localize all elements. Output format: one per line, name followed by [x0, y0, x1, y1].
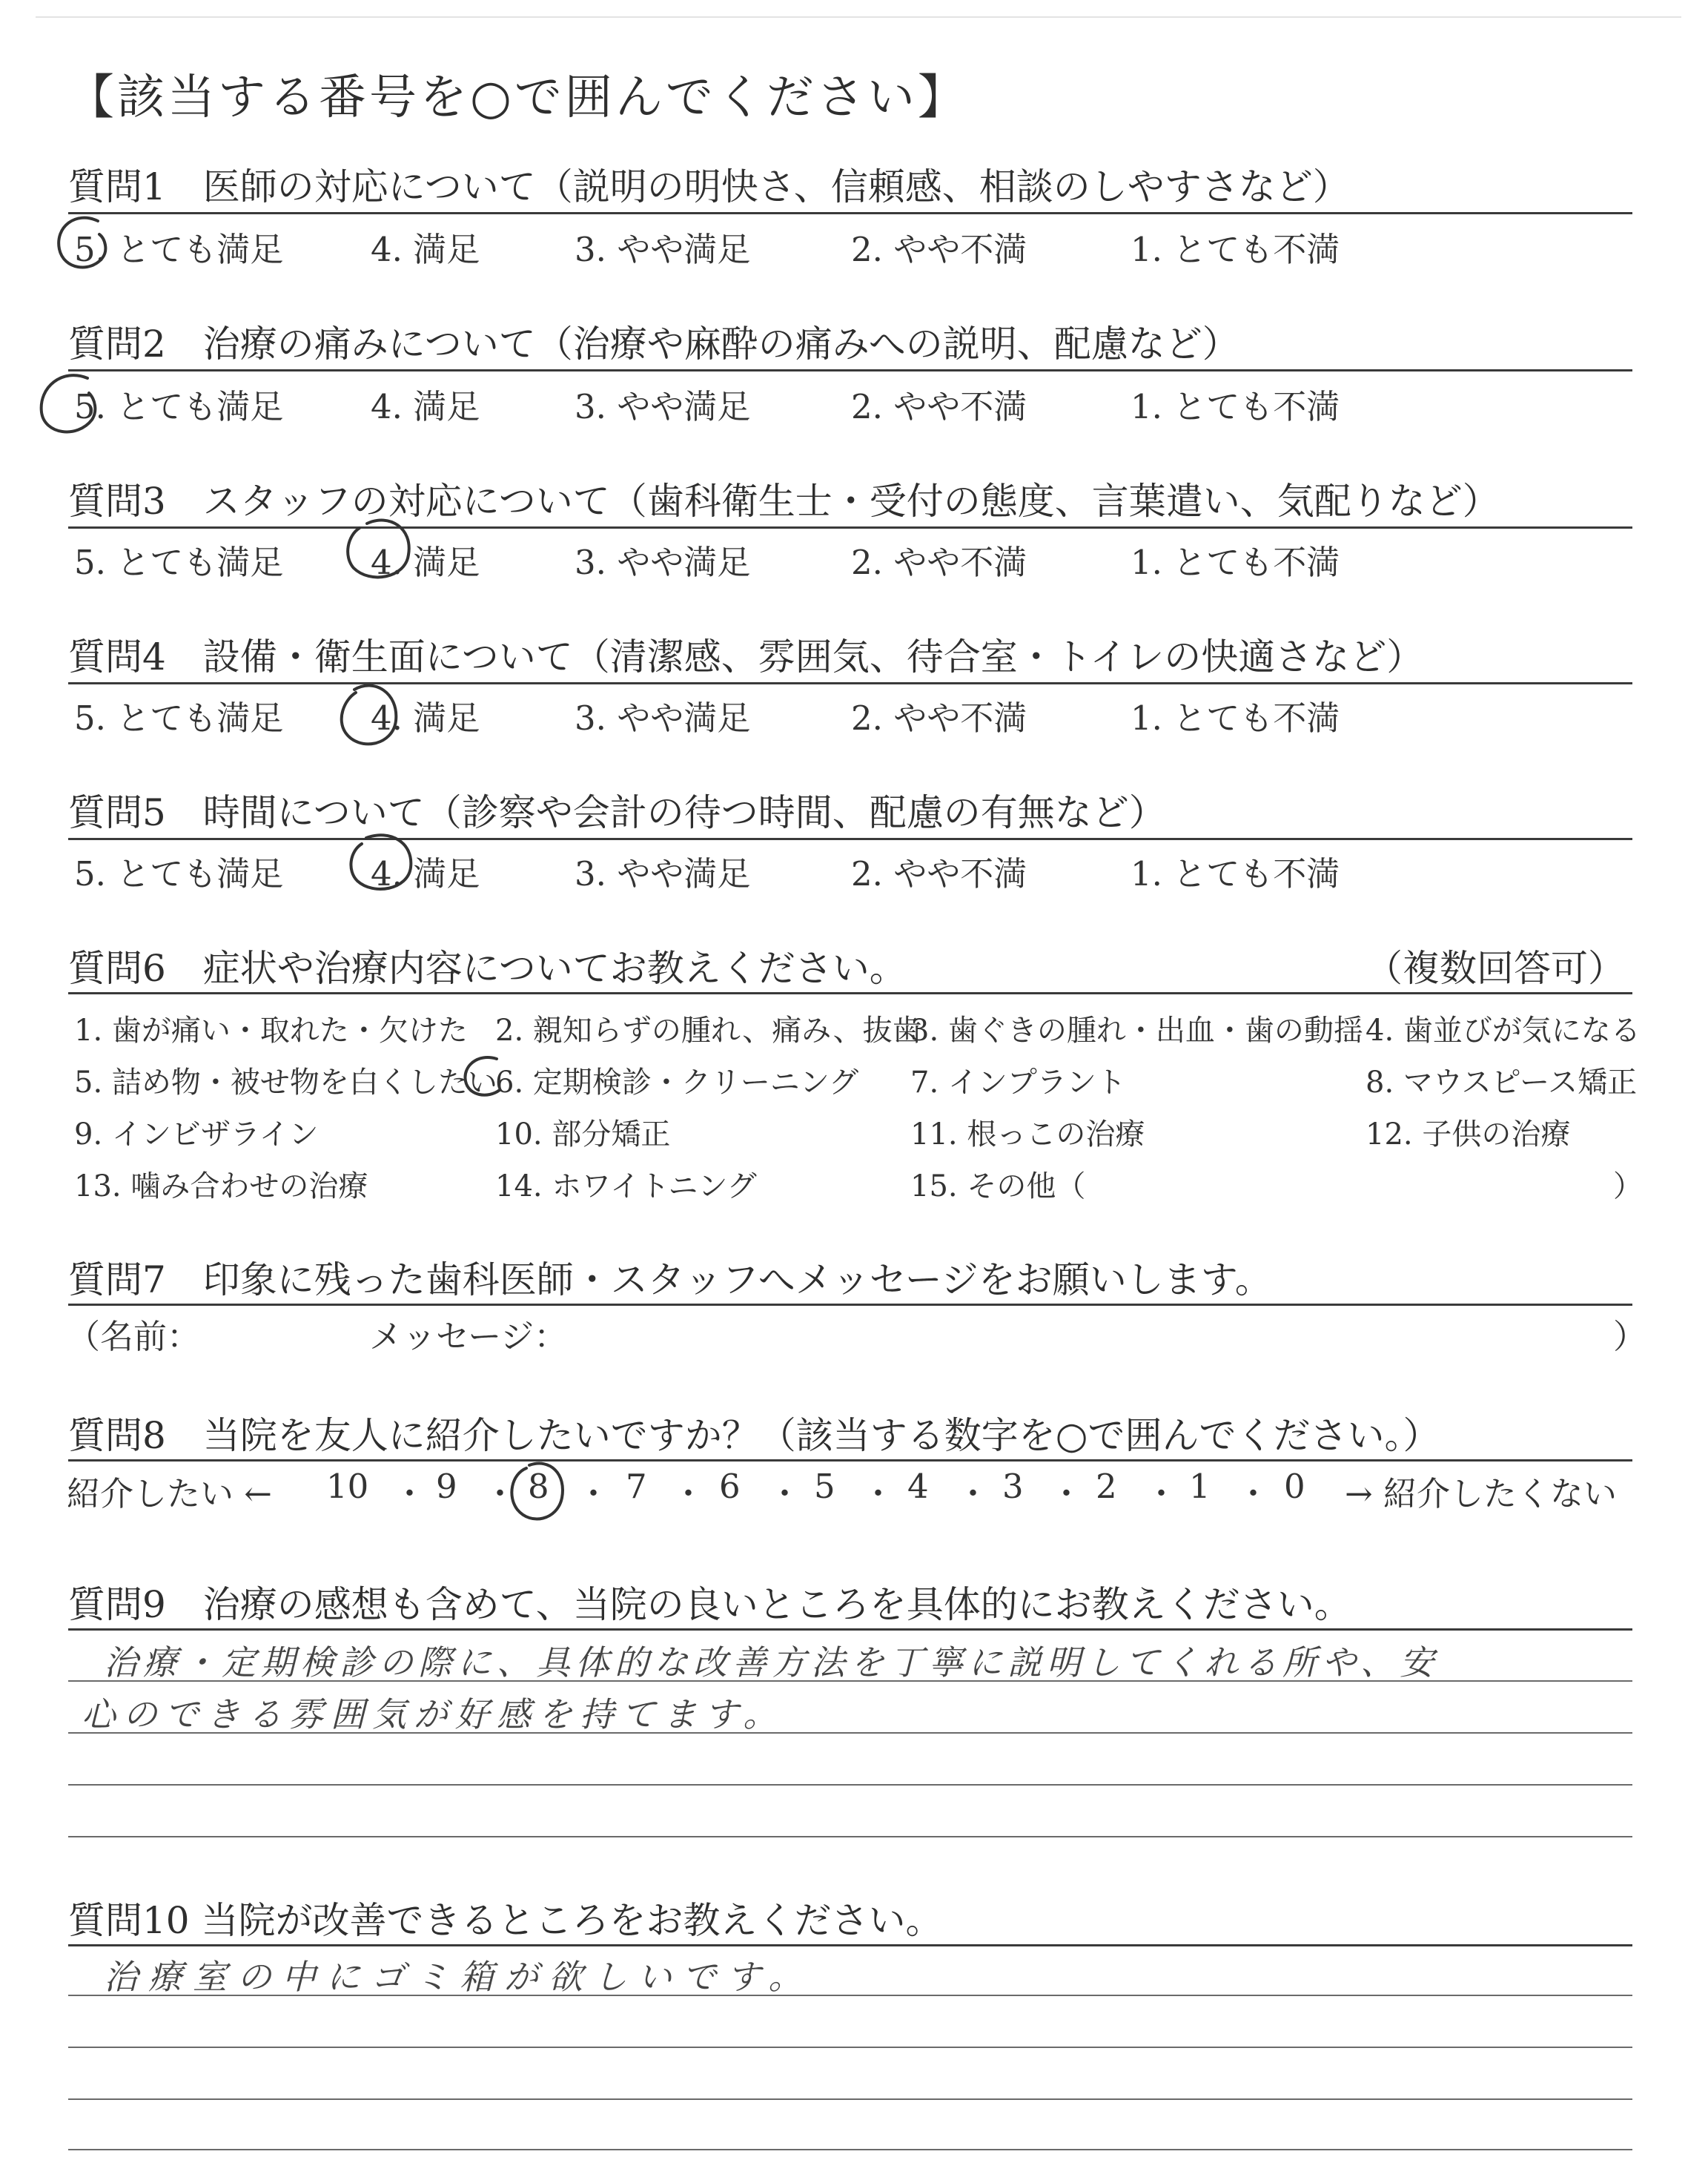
q8-separator: ・	[393, 1474, 427, 1513]
q8-score-9[interactable]: 9	[436, 1467, 457, 1506]
q8-score-10[interactable]: 10	[326, 1467, 369, 1506]
q9-answer-line-4	[68, 1836, 1632, 1837]
q10-answer-line-3	[68, 2098, 1632, 2100]
question-8-rule	[68, 1459, 1632, 1462]
q5-option-5[interactable]: 5. とても満足	[74, 854, 284, 894]
q8-separator: ・	[861, 1474, 896, 1513]
q4-option-5[interactable]: 5. とても満足	[74, 698, 284, 738]
q5-option-4[interactable]: 4. 満足	[371, 854, 480, 894]
q7-name-label: （名前：	[67, 1317, 201, 1356]
q6-option-6[interactable]: 6. 定期検診・クリーニング	[495, 1066, 859, 1100]
q3-option-4[interactable]: 4. 満足	[371, 543, 480, 582]
question-4-title: 質問4 設備・衛生面について（清潔感、雰囲気、待合室・トイレの快適さなど）	[68, 635, 1424, 678]
question-10-rule	[68, 1944, 1632, 1946]
q9-answer-line-3	[68, 1784, 1632, 1786]
question-5-rule	[68, 838, 1632, 840]
q8-score-1[interactable]: 1	[1189, 1467, 1211, 1506]
q6-option-4[interactable]: 4. 歯並びが気になる	[1366, 1014, 1641, 1048]
q1-option-1[interactable]: 1. とても不満	[1131, 230, 1340, 269]
form-instruction-header: 【該当する番号を○で囲んでください】	[67, 70, 968, 125]
q6-option-8[interactable]: 8. マウスピース矯正	[1366, 1066, 1638, 1100]
q2-option-3[interactable]: 3. やや満足	[575, 387, 751, 426]
q6-option-1[interactable]: 1. 歯が痛い・取れた・欠けた	[74, 1014, 468, 1048]
question-10-title: 質問10 当院が改善できるところをお教えください。	[68, 1899, 943, 1942]
q3-option-1[interactable]: 1. とても不満	[1131, 543, 1340, 582]
q5-option-2[interactable]: 2. やや不満	[851, 854, 1027, 894]
question-5-title: 質問5 時間について（診察や会計の待つ時間、配慮の有無など）	[68, 791, 1166, 834]
q3-option-3[interactable]: 3. やや満足	[575, 543, 751, 582]
q1-option-4[interactable]: 4. 満足	[371, 230, 480, 269]
q8-separator: ・	[672, 1474, 706, 1513]
q8-separator: ・	[956, 1474, 990, 1513]
question-9-rule	[68, 1628, 1632, 1631]
q5-option-3[interactable]: 3. やや満足	[575, 854, 751, 894]
q8-left-label: 紹介したい ←	[67, 1474, 273, 1513]
page-top-border	[36, 16, 1681, 18]
q1-option-5[interactable]: 5. とても満足	[74, 230, 284, 269]
question-4-rule	[68, 682, 1632, 684]
q8-score-8[interactable]: 8	[528, 1467, 549, 1506]
q4-option-4[interactable]: 4. 満足	[371, 698, 480, 738]
q6-option-3[interactable]: 3. 歯ぐきの腫れ・出血・歯の動揺	[910, 1014, 1363, 1048]
q10-answer-line-4	[68, 2149, 1632, 2150]
q8-separator: ・	[483, 1474, 517, 1513]
q4-option-3[interactable]: 3. やや満足	[575, 698, 751, 738]
question-3-rule	[68, 526, 1632, 529]
q6-option-2[interactable]: 2. 親知らずの腫れ、痛み、抜歯	[495, 1014, 922, 1048]
q8-score-7[interactable]: 7	[626, 1467, 647, 1506]
q6-option-15-close: ）	[1613, 1169, 1643, 1203]
q6-hand-drawn-selection-circle	[461, 1053, 520, 1105]
q8-hand-drawn-selection-circle	[504, 1458, 571, 1532]
q3-hand-drawn-selection-circle	[337, 513, 419, 595]
q5-hand-drawn-selection-circle	[340, 829, 421, 903]
q1-option-3[interactable]: 3. やや満足	[575, 230, 751, 269]
q8-score-5[interactable]: 5	[814, 1467, 835, 1506]
question-1-rule	[68, 212, 1632, 214]
q8-right-label: → 紹介したくない	[1345, 1474, 1618, 1513]
q8-separator: ・	[1050, 1474, 1084, 1513]
q8-separator: ・	[1237, 1474, 1271, 1513]
q1-hand-drawn-selection-circle	[53, 212, 120, 279]
q10-answer-line-2	[68, 2047, 1632, 2048]
q6-option-13[interactable]: 13. 噛み合わせの治療	[74, 1169, 368, 1203]
question-6-rule	[68, 992, 1632, 994]
q8-score-2[interactable]: 2	[1096, 1467, 1117, 1506]
q6-option-12[interactable]: 12. 子供の治療	[1366, 1117, 1571, 1152]
q4-option-1[interactable]: 1. とても不満	[1131, 698, 1340, 738]
q2-option-5[interactable]: 5. とても満足	[74, 387, 284, 426]
q3-option-5[interactable]: 5. とても満足	[74, 543, 284, 582]
q6-option-11[interactable]: 11. 根っこの治療	[910, 1117, 1145, 1152]
q6-option-7[interactable]: 7. インプラント	[910, 1066, 1126, 1100]
q4-hand-drawn-selection-circle	[332, 676, 406, 758]
q6-option-14[interactable]: 14. ホワイトニング	[495, 1169, 757, 1203]
q6-option-9[interactable]: 9. インビザライン	[74, 1117, 319, 1152]
question-7-title: 質問7 印象に残った歯科医師・スタッフへメッセージをお願いします。	[68, 1258, 1272, 1301]
q10-handwritten-answer: 治療室の中にゴミ箱が欲しいです。	[104, 1957, 813, 1997]
q6-option-15[interactable]: 15. その他（	[910, 1169, 1086, 1203]
question-1-title: 質問1 医師の対応について（説明の明快さ、信頼感、相談のしやすさなど）	[68, 165, 1350, 208]
q2-option-1[interactable]: 1. とても不満	[1131, 387, 1340, 426]
question-6-title: 質問6 症状や治療内容についてお教えください。	[68, 947, 907, 990]
q9-handwritten-answer-line-2: 心のできる雰囲気が好感を持てます。	[82, 1694, 785, 1734]
q8-separator: ・	[768, 1474, 802, 1513]
q4-option-2[interactable]: 2. やや不満	[851, 698, 1027, 738]
q8-score-3[interactable]: 3	[1002, 1467, 1024, 1506]
q5-option-1[interactable]: 1. とても不満	[1131, 854, 1340, 894]
q8-score-0[interactable]: 0	[1284, 1467, 1305, 1506]
q6-option-5[interactable]: 5. 詰め物・被せ物を白くしたい	[74, 1066, 497, 1100]
q8-score-4[interactable]: 4	[907, 1467, 929, 1506]
q2-option-2[interactable]: 2. やや不満	[851, 387, 1027, 426]
q7-close-paren: ）	[1613, 1317, 1647, 1356]
question-2-rule	[68, 369, 1632, 371]
question-6-multiple-note: （複数回答可）	[1366, 947, 1625, 990]
question-8-title: 質問8 当院を友人に紹介したいですか？（該当する数字を○で囲んでください。）	[68, 1414, 1440, 1457]
q6-option-10[interactable]: 10. 部分矯正	[495, 1117, 671, 1152]
q7-message-label: メッセージ：	[369, 1317, 568, 1356]
q9-handwritten-answer-line-1: 治療・定期検診の際に、具体的な改善方法を丁寧に説明してくれる所や、安	[104, 1642, 1440, 1682]
q1-option-2[interactable]: 2. やや不満	[851, 230, 1027, 269]
q8-separator: ・	[1145, 1474, 1179, 1513]
question-2-title: 質問2 治療の痛みについて（治療や麻酔の痛みへの説明、配慮など）	[68, 323, 1239, 366]
question-9-title: 質問9 治療の感想も含めて、当院の良いところを具体的にお教えください。	[68, 1583, 1351, 1626]
question-3-title: 質問3 スタッフの対応について（歯科衛生士・受付の態度、言葉遣い、気配りなど）	[68, 480, 1500, 523]
q2-option-4[interactable]: 4. 満足	[371, 387, 480, 426]
question-7-rule	[68, 1304, 1632, 1306]
q2-hand-drawn-selection-circle	[36, 371, 110, 445]
q3-option-2[interactable]: 2. やや不満	[851, 543, 1027, 582]
q8-separator: ・	[577, 1474, 611, 1513]
q8-score-6[interactable]: 6	[719, 1467, 741, 1506]
